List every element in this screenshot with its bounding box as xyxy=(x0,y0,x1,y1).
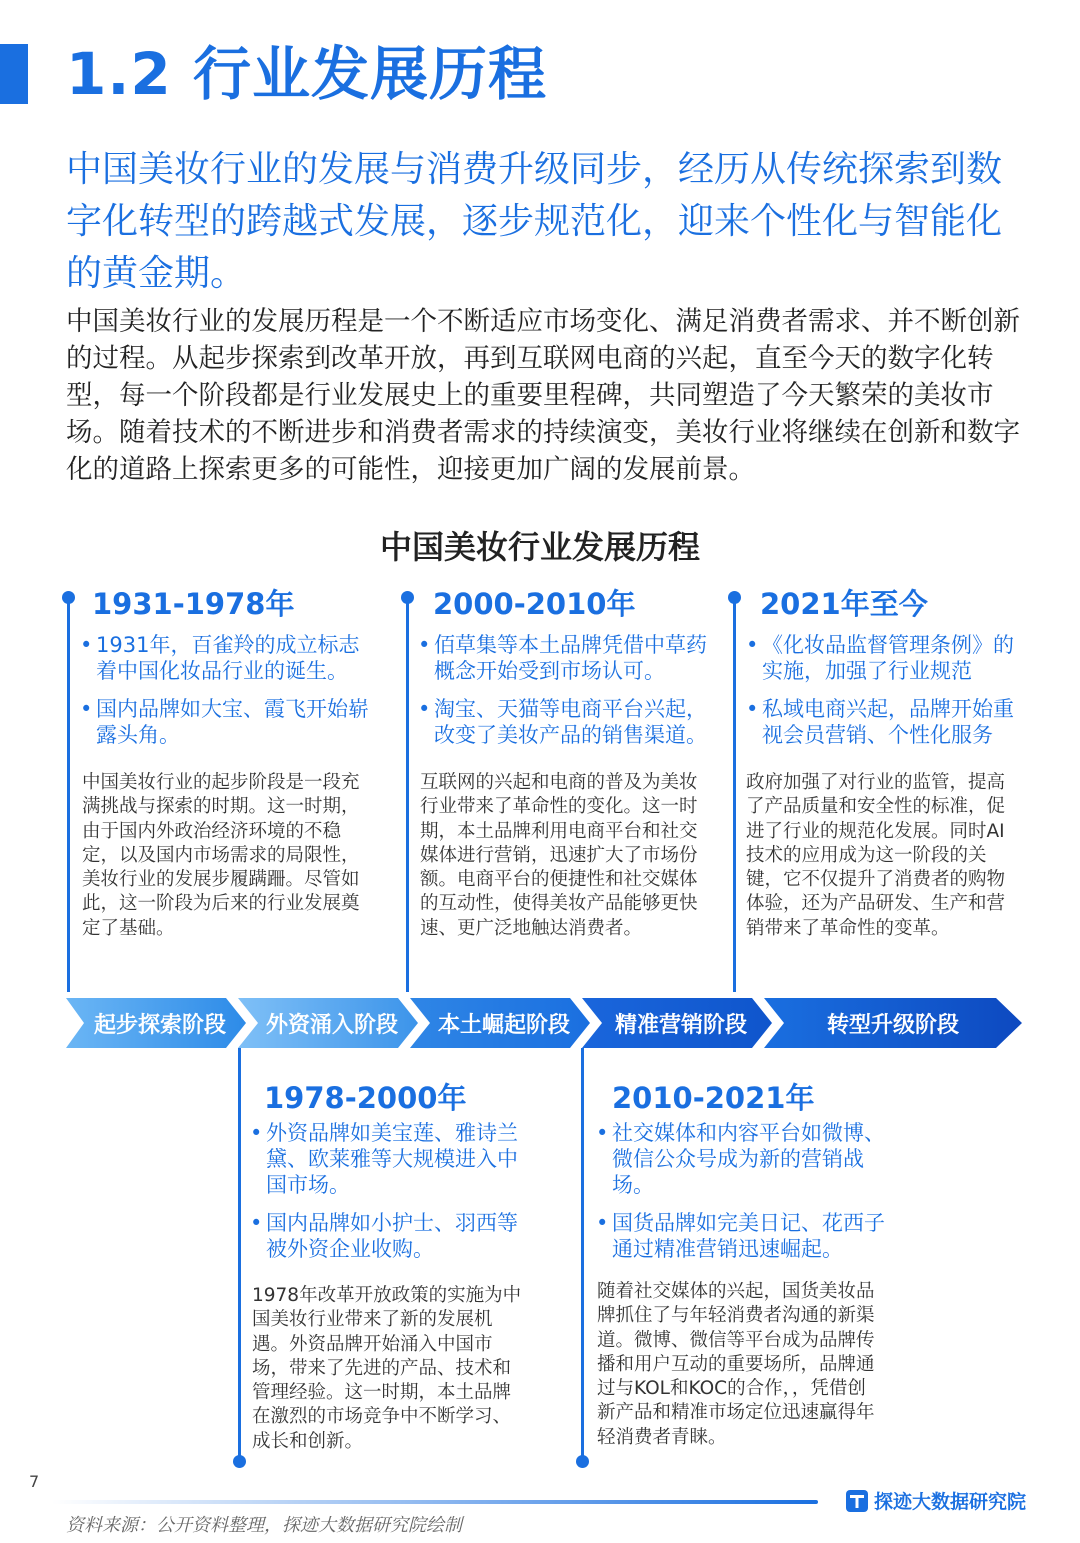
period-year: 1931-1978年 xyxy=(92,587,295,621)
body-paragraph: 中国美妆行业的发展历程是一个不断适应市场变化、满足消费者需求、并不断创新的过程。从起步探索到改革开放，再到互联网电商的兴起，直至今天的数字化转型，每一个阶段都是行业发展史上的重要里程碑，共同塑造了今天繁荣的美妆市场。随着技术的不断进步和消费者需求的持续演变，美妆行业将继续在创新和数字化的道路上探索更多的可能性，迎接更加广阔的发展前景。 xyxy=(66,306,1020,485)
bullet-item: • 社交媒体和内容平台如微博、微信公众号成为新的营销战场。 xyxy=(596,1120,892,1198)
stage-label-2: 外资涌入阶段 xyxy=(265,1012,398,1038)
title-accent-bar xyxy=(0,44,28,104)
footer-divider xyxy=(52,1500,818,1504)
bullet-item: • 佰草集等本土品牌凭借中草药概念开始受到市场认可。 xyxy=(418,632,714,684)
source-note: 资料来源：公开资料整理，探迹大数据研究院绘制 xyxy=(66,1515,462,1536)
timeline-dot xyxy=(62,591,75,604)
bullet-item: • 国内品牌如大宝、霞飞开始崭露头角。 xyxy=(80,696,376,748)
stage-timeline xyxy=(66,998,1026,1048)
bullet-item: • 国内品牌如小护士、羽西等被外资企业收购。 xyxy=(250,1210,530,1262)
chart-title: 中国美妆行业发展历程 xyxy=(379,528,700,566)
period-bullets xyxy=(746,632,1022,760)
timeline-dot xyxy=(233,1455,246,1468)
timeline-connector xyxy=(67,597,70,992)
timeline-connector xyxy=(581,1048,584,1458)
period-description: 政府加强了对行业的监管，提高了产品质量和安全性的标准，促进了行业的规范化发展。同时AI技术的应用成为这一阶段的关键，它不仅提升了消费者的购物体验，还为产品研发、生产和营销带来了革命性的变革。 xyxy=(746,772,1006,939)
bullet-item: • 外资品牌如美宝莲、雅诗兰黛、欧莱雅等大规模进入中国市场。 xyxy=(250,1120,530,1198)
stage-label-4: 精准营销阶段 xyxy=(614,1012,747,1038)
period-bullets xyxy=(596,1120,892,1274)
period-description: 随着社交媒体的兴起，国货美妆品牌抓住了与年轻消费者沟通的新渠道。微博、微信等平台成为品牌传播和用户互动的重要场所，品牌通过与KOL和KOC的合作，，凭借创新产品和精准市场定位迅速赢得年轻消费者青睐。 xyxy=(597,1281,875,1448)
brand-name: 探迹大数据研究院 xyxy=(874,1491,1027,1513)
page-title: 1.2 行业发展历程 xyxy=(66,40,547,108)
period-description: 互联网的兴起和电商的普及为美妆行业带来了革命性的变化。这一时期，本土品牌利用电商平台和社交媒体进行营销，迅速扩大了市场份额。电商平台的便捷性和社交媒体的互动性，使得美妆产品能够更快速、更广泛地触达消费者。 xyxy=(420,772,698,939)
period-year: 2010-2021年 xyxy=(612,1081,815,1115)
timeline-connector xyxy=(733,597,736,992)
bullet-item: • 《化妆品监督管理条例》的实施，加强了行业规范 xyxy=(746,632,1022,684)
bullet-item: • 私域电商兴起，品牌开始重视会员营销、个性化服务 xyxy=(746,696,1022,748)
timeline-dot xyxy=(728,591,741,604)
brand-logo-icon xyxy=(846,1490,868,1512)
period-bullets xyxy=(250,1120,530,1274)
stage-label-5: 转型升级阶段 xyxy=(826,1012,959,1038)
period-bullets xyxy=(418,632,714,760)
period-description: 中国美妆行业的起步阶段是一段充满挑战与探索的时期。这一时期，由于国内外政治经济环境的不稳定，以及国内市场需求的局限性，美妆行业的发展步履蹒跚。尽管如此，这一阶段为后来的行业发展奠定了基础。 xyxy=(82,772,360,939)
bullet-item: • 国货品牌如完美日记、花西子通过精准营销迅速崛起。 xyxy=(596,1210,892,1262)
stage-label-3: 本土崛起阶段 xyxy=(437,1012,570,1038)
page-number: 7 xyxy=(29,1472,40,1491)
stage-label-1: 起步探索阶段 xyxy=(93,1012,226,1038)
timeline-dot xyxy=(576,1455,589,1468)
timeline-connector xyxy=(238,1048,241,1458)
period-bullets xyxy=(80,632,376,760)
period-description: 1978年改革开放政策的实施为中国美妆行业带来了新的发展机遇。外资品牌开始涌入中国市场，带来了先进的产品、技术和管理经验。这一时期，本土品牌在激烈的市场竞争中不断学习、成长和创新。 xyxy=(252,1285,522,1452)
bullet-item: • 1931年，百雀羚的成立标志着中国化妆品行业的诞生。 xyxy=(80,632,376,684)
brand xyxy=(846,1487,1026,1514)
period-year: 2021年至今 xyxy=(760,587,928,621)
timeline-dot xyxy=(401,591,414,604)
lead-paragraph: 中国美妆行业的发展与消费升级同步，经历从传统探索到数字化转型的跨越式发展，逐步规范化，迎来个性化与智能化的黄金期。 xyxy=(66,149,1003,294)
period-year: 2000-2010年 xyxy=(433,587,636,621)
timeline-connector xyxy=(406,597,409,992)
bullet-item: • 淘宝、天猫等电商平台兴起，改变了美妆产品的销售渠道。 xyxy=(418,696,714,748)
period-year: 1978-2000年 xyxy=(264,1081,467,1115)
